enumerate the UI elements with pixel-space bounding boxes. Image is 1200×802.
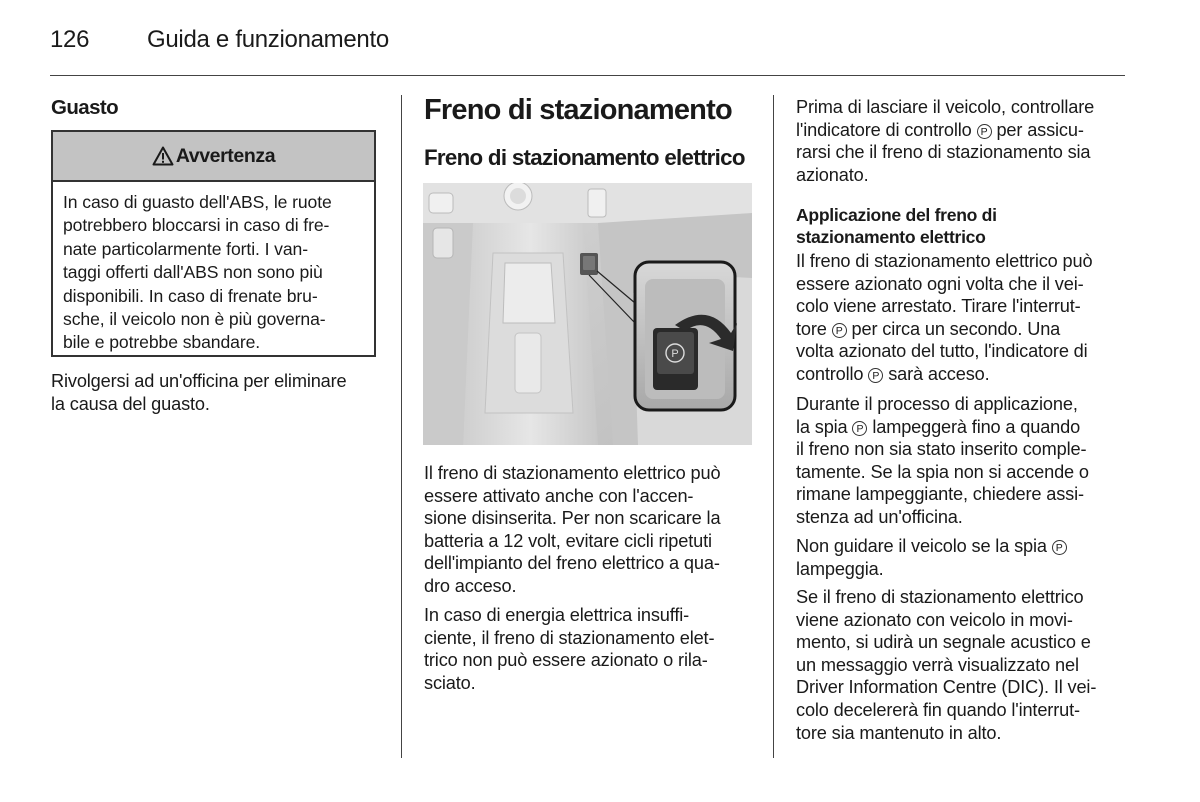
parking-brake-icon: P: [832, 323, 847, 338]
parking-brake-icon: P: [1052, 540, 1067, 555]
paragraph-line: tore sia mantenuto in alto.: [796, 722, 1002, 743]
electric-parking-brake-subheading: Freno di stazionamento elettrico: [424, 145, 745, 170]
paragraph-line: sciato.: [424, 672, 476, 693]
warning-box: [51, 130, 376, 357]
paragraph-line: essere azionato ogni volta che il vei-: [796, 273, 1084, 294]
warning-line: taggi offerti dall'ABS non sono più: [63, 262, 323, 283]
warning-line: sche, il veicolo non è più governa-: [63, 309, 326, 330]
warning-line: In caso di guasto dell'ABS, le ruote: [63, 192, 332, 212]
paragraph-line: tore P per circa un secondo. Una: [796, 318, 1061, 339]
subheading-line: Applicazione del freno di: [796, 205, 997, 225]
paragraph-line: il freno non sia stato inserito comple-: [796, 439, 1087, 460]
paragraph-line: dell'impianto del freno elettrico a qua-: [424, 553, 720, 574]
col3-paragraph-2: [796, 250, 1092, 386]
warning-line: disponibili. In caso di frenate bru-: [63, 285, 318, 306]
col3-paragraph-1: [796, 96, 1094, 186]
paragraph-line: volta azionato del tutto, l'indicatore di: [796, 341, 1088, 362]
paragraph-line: Il freno di stazionamento elettrico può: [796, 251, 1093, 271]
paragraph-line: trico non può essere azionato o rila-: [424, 650, 708, 671]
paragraph-line: sione disinserita. Per non scaricare la: [424, 508, 721, 529]
paragraph-line: rarsi che il freno di stazionamento sia: [796, 142, 1091, 163]
col2-paragraph-2: [424, 604, 714, 694]
col3-paragraph-5: [796, 586, 1096, 744]
paragraph-line: Prima di lasciare il veicolo, controllare: [796, 97, 1095, 117]
paragraph-line: colo decelererà fin quando l'interrut-: [796, 699, 1080, 720]
warning-text: [63, 191, 332, 355]
paragraph-line: la spia P lampeggerà fino a quando: [796, 416, 1081, 437]
paragraph-line: la causa del guasto.: [51, 393, 210, 414]
col3-paragraph-4: [796, 535, 1067, 580]
paragraph-line: Driver Information Centre (DIC). Il vei-: [796, 677, 1097, 698]
section-title: Guida e funzionamento: [147, 26, 389, 53]
column-divider-1: [401, 95, 402, 758]
paragraph-line: controllo P sarà acceso.: [796, 363, 990, 384]
paragraph-line: azionato.: [796, 164, 869, 185]
warning-title: Avvertenza: [175, 144, 276, 167]
paragraph-line: viene azionato con veicolo in movi-: [796, 609, 1073, 630]
paragraph-line: l'indicatore di controllo P per assicu-: [796, 119, 1084, 140]
warning-line: nate particolarmente forti. I van-: [63, 238, 308, 259]
paragraph-line: Durante il processo di applicazione,: [796, 394, 1078, 414]
paragraph-line: ciente, il freno di stazionamento elet-: [424, 627, 715, 648]
paragraph-line: rimane lampeggiante, chiedere assi-: [796, 484, 1084, 505]
paragraph-line: essere attivato anche con l'accen-: [424, 485, 694, 506]
warning-line: potrebbero bloccarsi in caso di fre-: [63, 215, 330, 236]
subheading-line: stazionamento elettrico: [796, 226, 986, 247]
parking-brake-icon: P: [977, 124, 992, 139]
column-divider-2: [773, 95, 774, 758]
paragraph-line: mento, si udirà un segnale acustico e: [796, 632, 1091, 653]
warning-header: [53, 132, 374, 182]
svg-text:P: P: [671, 348, 679, 360]
paragraph-line: dro acceso.: [424, 575, 517, 596]
parking-brake-icon: P: [852, 421, 867, 436]
page-number: 126: [50, 26, 90, 53]
warning-line: bile e potrebbe sbandare.: [63, 332, 261, 353]
paragraph-line: Il freno di stazionamento elettrico può: [424, 463, 721, 483]
paragraph-line: colo viene arrestato. Tirare l'interrut-: [796, 296, 1081, 317]
col2-paragraph-1: [424, 462, 720, 598]
paragraph-line: un messaggio verrà visualizzato nel: [796, 654, 1079, 675]
paragraph-line: tamente. Se la spia non si accende o: [796, 461, 1089, 482]
paragraph-line: stenza ad un'officina.: [796, 506, 963, 527]
paragraph-line: Rivolgersi ad un'officina per eliminare: [51, 371, 347, 391]
parking-brake-illustration: [423, 183, 752, 445]
paragraph-line: batteria a 12 volt, evitare cicli ripetuti: [424, 530, 712, 551]
paragraph-line: Non guidare il veicolo se la spia P: [796, 535, 1067, 558]
header-divider: [50, 75, 1125, 76]
guasto-paragraph: [51, 370, 347, 415]
paragraph-line: Se il freno di stazionamento elettrico: [796, 587, 1084, 607]
parking-brake-heading: Freno di stazionamento: [424, 94, 732, 126]
application-subheading: [796, 205, 997, 248]
paragraph-line: In caso di energia elettrica insuffi-: [424, 605, 690, 625]
guasto-heading: Guasto: [51, 96, 119, 119]
warning-triangle-icon: [152, 146, 174, 166]
paragraph-line: lampeggia.: [796, 558, 884, 579]
col3-paragraph-3: [796, 393, 1089, 529]
parking-brake-icon: P: [868, 368, 883, 383]
